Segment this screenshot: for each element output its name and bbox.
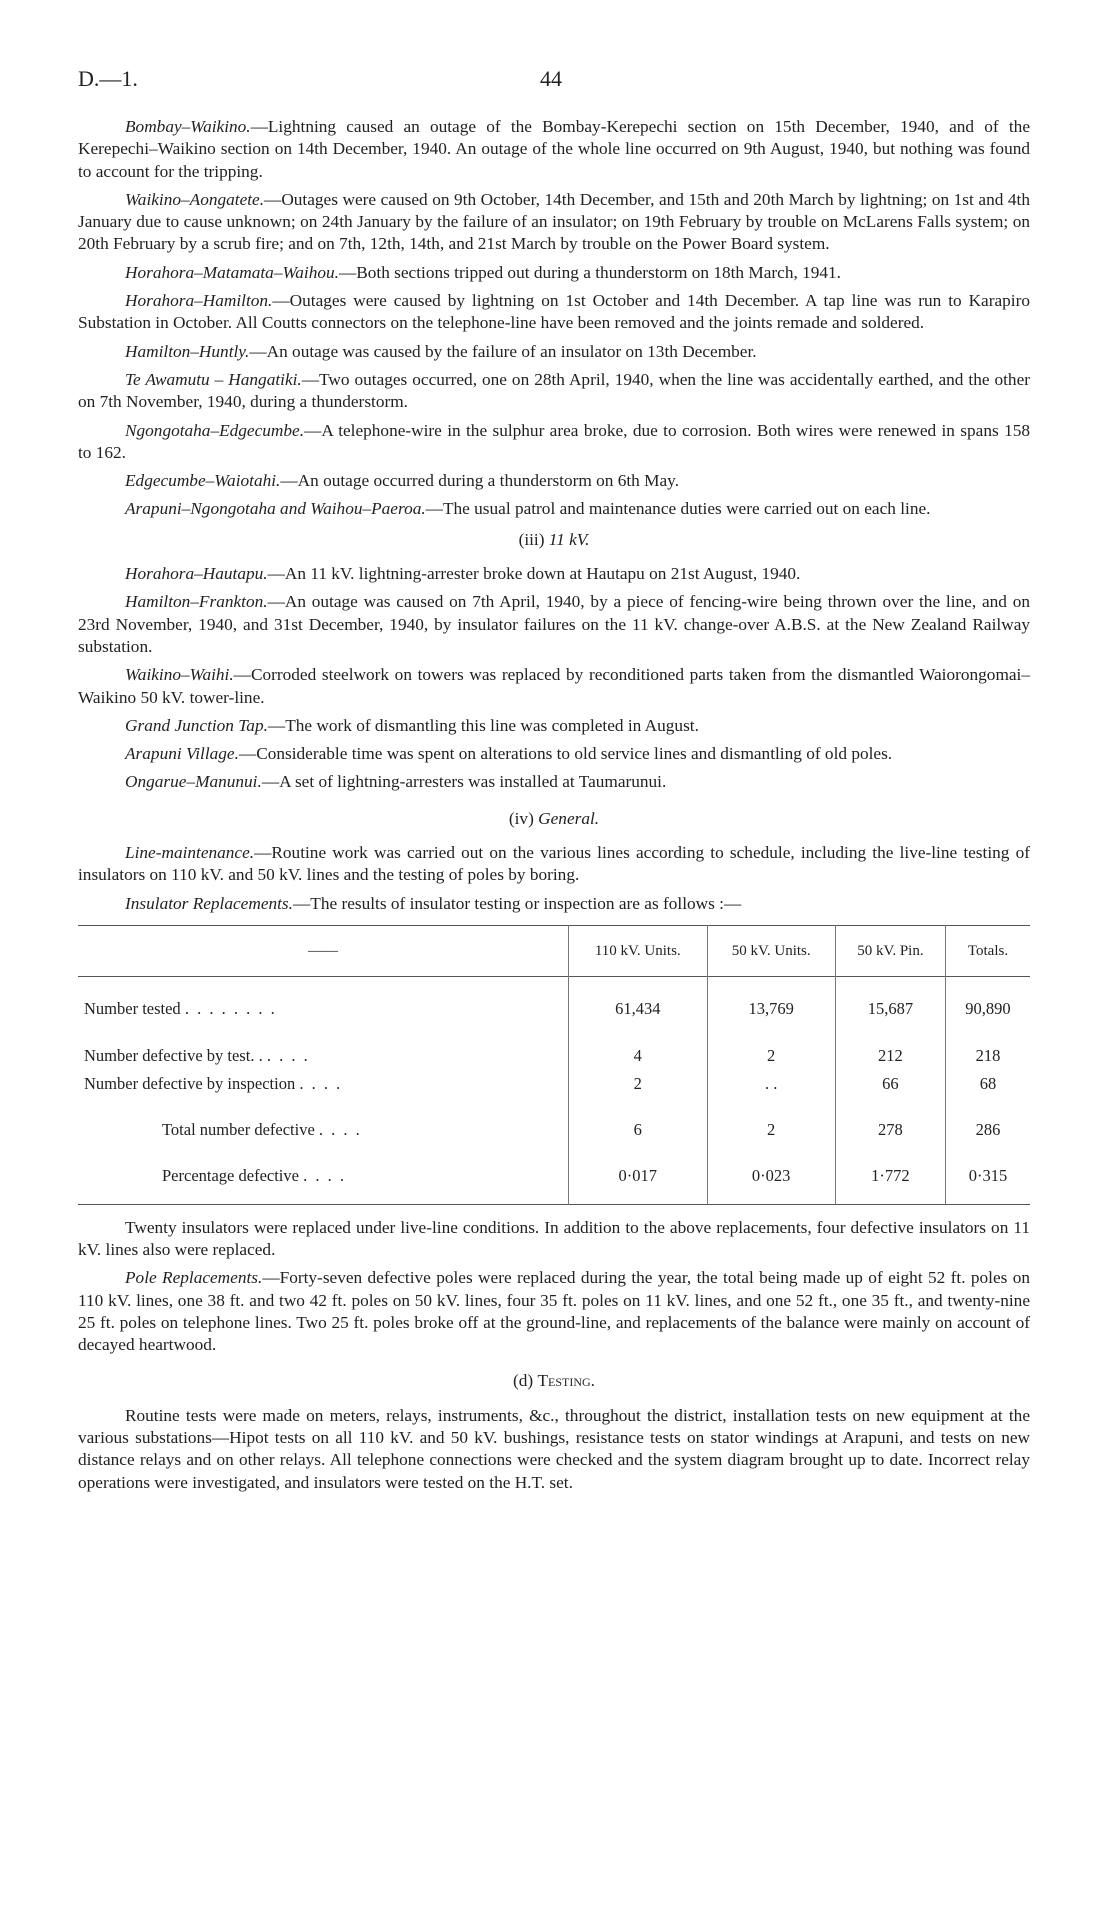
- section-testing: [78, 1405, 1030, 1494]
- table-cell: 68: [945, 1070, 1030, 1098]
- insulator-table: [78, 925, 1030, 1205]
- paragraph-heading: Hamilton–Frankton.: [125, 592, 268, 612]
- body-text: [78, 116, 1030, 1500]
- subheading-iii: [78, 529, 1030, 551]
- paragraph: [78, 369, 1030, 414]
- table-cell: 15,687: [835, 995, 945, 1023]
- paragraph-heading: Grand Junction Tap.: [125, 715, 268, 735]
- subheading-title: Testing.: [537, 1371, 596, 1391]
- table-cell: 6: [569, 1116, 708, 1144]
- subheading-number: (d): [512, 1371, 538, 1391]
- table-cell: 212: [835, 1042, 945, 1070]
- paragraph-heading: Edgecumbe–Waiotahi.: [125, 471, 281, 491]
- paragraph-text: —Two outages occurred, one on 28th April, 1940, when the line was accidentally earthed, and the other on 7th November, 1940, during a thunderstorm.: [78, 369, 1030, 412]
- paragraph: [78, 893, 1030, 915]
- paragraph-text: —An outage was caused by the failure of an insulator on 13th December.: [249, 341, 757, 361]
- table-corner: ——: [308, 942, 338, 959]
- paragraph-heading: Ongarue–Manunui.: [125, 772, 262, 792]
- subheading-iv: [78, 808, 1030, 830]
- paragraph-text: —An outage occurred during a thunderstorm on 6th May.: [280, 471, 680, 491]
- paragraph-text: —The work of dismantling this line was completed in August.: [267, 715, 699, 735]
- table-cell: 0·315: [945, 1162, 1030, 1204]
- table-cell: 4: [569, 1042, 708, 1070]
- table-cell: 2: [707, 1042, 835, 1070]
- paragraph-heading: Ngongotaha–Edgecumbe.: [125, 420, 305, 440]
- paragraph-heading: Horahora–Hamilton.: [125, 291, 273, 311]
- paragraph: [78, 189, 1030, 256]
- row-label: Total number defective: [162, 1120, 315, 1140]
- paragraph-text: —The usual patrol and maintenance duties were carried out on each line.: [425, 499, 931, 519]
- leader-dots: . . . .: [303, 1166, 346, 1186]
- subheading-title: 11 kV.: [548, 529, 590, 549]
- paragraph-text: —Considerable time was spent on alterations to old service lines and dismantling of old poles.: [238, 744, 893, 764]
- section-replacements: [78, 1217, 1030, 1357]
- row-label: Number defective by test. .: [84, 1045, 263, 1065]
- leader-dots: . . . .: [318, 1120, 362, 1140]
- table-cell: 0·023: [707, 1162, 835, 1204]
- table-cell: 90,890: [945, 995, 1030, 1023]
- paragraph-heading: Horahora–Matamata–Waihou.: [125, 262, 339, 282]
- table-cell: 2: [707, 1116, 835, 1144]
- table-row: [78, 1042, 1030, 1070]
- paragraph-text: —Forty-seven defective poles were replaced during the year, the total being made up of eight 52 ft. poles on 110 kV. lines, one 38 ft. and two 42 ft. poles on 50 kV. lines, four 35 ft. poles on 11 kV. lines, and one 52 ft., one 35 ft., and twenty-nine 25 ft. poles on telephone lines. Two 25 ft. poles broke off at the ground-line, and replacements of the balance were mainly on account of decayed heartwood.: [78, 1268, 1031, 1355]
- paragraph-heading: Line-maintenance.: [125, 843, 255, 863]
- paragraph-text: —Outages were caused on 9th October, 14th December, and 15th and 20th March by lightning; on 1st and 4th January due to cause unknown; on 24th January by the failure of an insulator; on 19th February by trouble on McLarens Falls system; on 20th February by a scrub fire; and on 7th, 12th, 14th, and 21st March by trouble on the Power Board system.: [78, 189, 1030, 254]
- table-cell: 66: [835, 1070, 945, 1098]
- paragraph: [78, 771, 1030, 793]
- paragraph-text: Routine tests were made on meters, relays, instruments, &c., throughout the district, installation tests on new equipment at the various substations—Hipot tests on all 110 kV. and 50 kV. bushings, resistance tests on stator windings at Arapuni, and tests on new distance relays and on other relays. All telephone connections were checked and the system diagram brought up to date. Incorrect relay operations were investigated, and insulators were tested on the H.T. set.: [78, 1405, 1030, 1492]
- paragraph: [78, 262, 1030, 284]
- paragraph: [78, 341, 1030, 363]
- paragraph: [78, 470, 1030, 492]
- paragraph: [78, 1217, 1030, 1262]
- paragraph-text: —An 11 kV. lightning-arrester broke down at Hautapu on 21st August, 1940.: [267, 564, 801, 584]
- paragraph-text: —A telephone-wire in the sulphur area broke, due to corrosion. Both wires were renewed in spans 158 to 162.: [78, 420, 1030, 462]
- paragraph: [78, 664, 1030, 709]
- table-row: [78, 1070, 1030, 1098]
- table-cell: 13,769: [707, 995, 835, 1023]
- paragraph: [78, 420, 1030, 465]
- table-cell: 0·017: [569, 1162, 708, 1204]
- paragraph-text: —A set of lightning-arresters was installed at Taumarunui.: [261, 772, 667, 792]
- paragraph-text: —Lightning caused an outage of the Bombay-Kerepechi section on 15th December, 1940, and of the Kerepechi–Waikino section on 14th December, 1940. An outage of the whole line occurred on 9th August, 1940, but nothing was found to account for the tripping.: [78, 117, 1030, 181]
- paragraph-heading: Bombay–Waikino.: [125, 117, 251, 136]
- leader-dots: . . . .: [266, 1045, 310, 1065]
- page-number: 44: [540, 66, 562, 91]
- paragraph-heading: Insulator Replacements.: [125, 893, 293, 913]
- paragraph: [78, 591, 1030, 658]
- row-label: Number tested: [84, 999, 181, 1019]
- table-cell: 1·772: [835, 1162, 945, 1204]
- paragraph-heading: Horahora–Hautapu.: [125, 564, 268, 584]
- section-general: [78, 842, 1030, 915]
- table-row: [78, 995, 1030, 1023]
- paragraph: [78, 1405, 1030, 1494]
- paragraph-text: —The results of insulator testing or inspection are as follows :—: [292, 893, 742, 913]
- paragraph-heading: Arapuni–Ngongotaha and Waihou–Paeroa.: [125, 499, 426, 519]
- row-label: Percentage defective: [162, 1166, 299, 1186]
- table-cell: 61,434: [569, 995, 708, 1023]
- row-label: Number defective by inspection: [84, 1073, 296, 1093]
- paragraph-text: —An outage was caused on 7th April, 1940, by a piece of fencing-wire being thrown over the line, and on 23rd November, 1940, and 31st December, 1940, by insulator failures on the 11 kV. change-over A.B.S. at the New Zealand Railway substation.: [78, 592, 1030, 656]
- leader-dots: . . . . . . . .: [184, 999, 277, 1019]
- paragraph: [78, 563, 1030, 585]
- paragraph-text: —Outages were caused by lightning on 1st October and 14th December. A tap line was run to Karapiro Substation in October. All Coutts connectors on the telephone-line have been removed and the joints remade and soldered.: [78, 291, 1030, 333]
- paragraph-text: —Corroded steelwork on towers was replaced by reconditioned parts taken from the dismantled Waiorongomai–Waikino 50 kV. tower-line.: [78, 665, 1030, 707]
- subheading-number: (iii): [518, 529, 549, 549]
- subheading-d: [78, 1370, 1030, 1392]
- section-11kv-lines: [78, 563, 1030, 794]
- subheading-number: (iv): [508, 808, 539, 828]
- paragraph-text: —Routine work was carried out on the various lines according to schedule, including the live-line testing of insulators on 110 kV. and 50 kV. lines and the testing of poles by boring.: [78, 843, 1030, 885]
- paragraph-text: Twenty insulators were replaced under live-line conditions. In addition to the above replacements, four defective insulators on 11 kV. lines also were replaced.: [78, 1217, 1030, 1259]
- table-cell: 218: [945, 1042, 1030, 1070]
- leader-dots: . . . .: [299, 1073, 343, 1093]
- col-header: 50 kV. Pin.: [835, 925, 945, 976]
- paragraph: [78, 1267, 1030, 1356]
- paragraph-heading: Waikino–Waihi.: [125, 665, 234, 685]
- paragraph-heading: Arapuni Village.: [125, 744, 239, 764]
- paragraph-heading: Pole Replacements.: [125, 1268, 263, 1288]
- paragraph: [78, 116, 1030, 183]
- section-110-50kv-lines: [78, 116, 1030, 521]
- table-cell: 286: [945, 1116, 1030, 1144]
- col-header: Totals.: [945, 925, 1030, 976]
- table-header-row: [78, 925, 1030, 976]
- table-cell: 278: [835, 1116, 945, 1144]
- col-header: 110 kV. Units.: [569, 925, 708, 976]
- paragraph: [78, 743, 1030, 765]
- table-row: [78, 1116, 1030, 1144]
- paragraph: [78, 290, 1030, 335]
- table-row: [78, 1162, 1030, 1204]
- table-cell: . .: [707, 1070, 835, 1098]
- paragraph: [78, 715, 1030, 737]
- paragraph-heading: Waikino–Aongatete.: [125, 189, 265, 209]
- paragraph: [78, 498, 1030, 520]
- col-header: 50 kV. Units.: [707, 925, 835, 976]
- document-code: D.—1.: [78, 66, 138, 91]
- subheading-title: General.: [538, 808, 600, 828]
- paragraph-heading: Te Awamutu – Hangatiki.: [125, 369, 302, 389]
- table-cell: 2: [569, 1070, 708, 1098]
- paragraph-heading: Hamilton–Huntly.: [125, 341, 250, 361]
- paragraph: [78, 842, 1030, 887]
- paragraph-text: —Both sections tripped out during a thunderstorm on 18th March, 1941.: [338, 262, 842, 282]
